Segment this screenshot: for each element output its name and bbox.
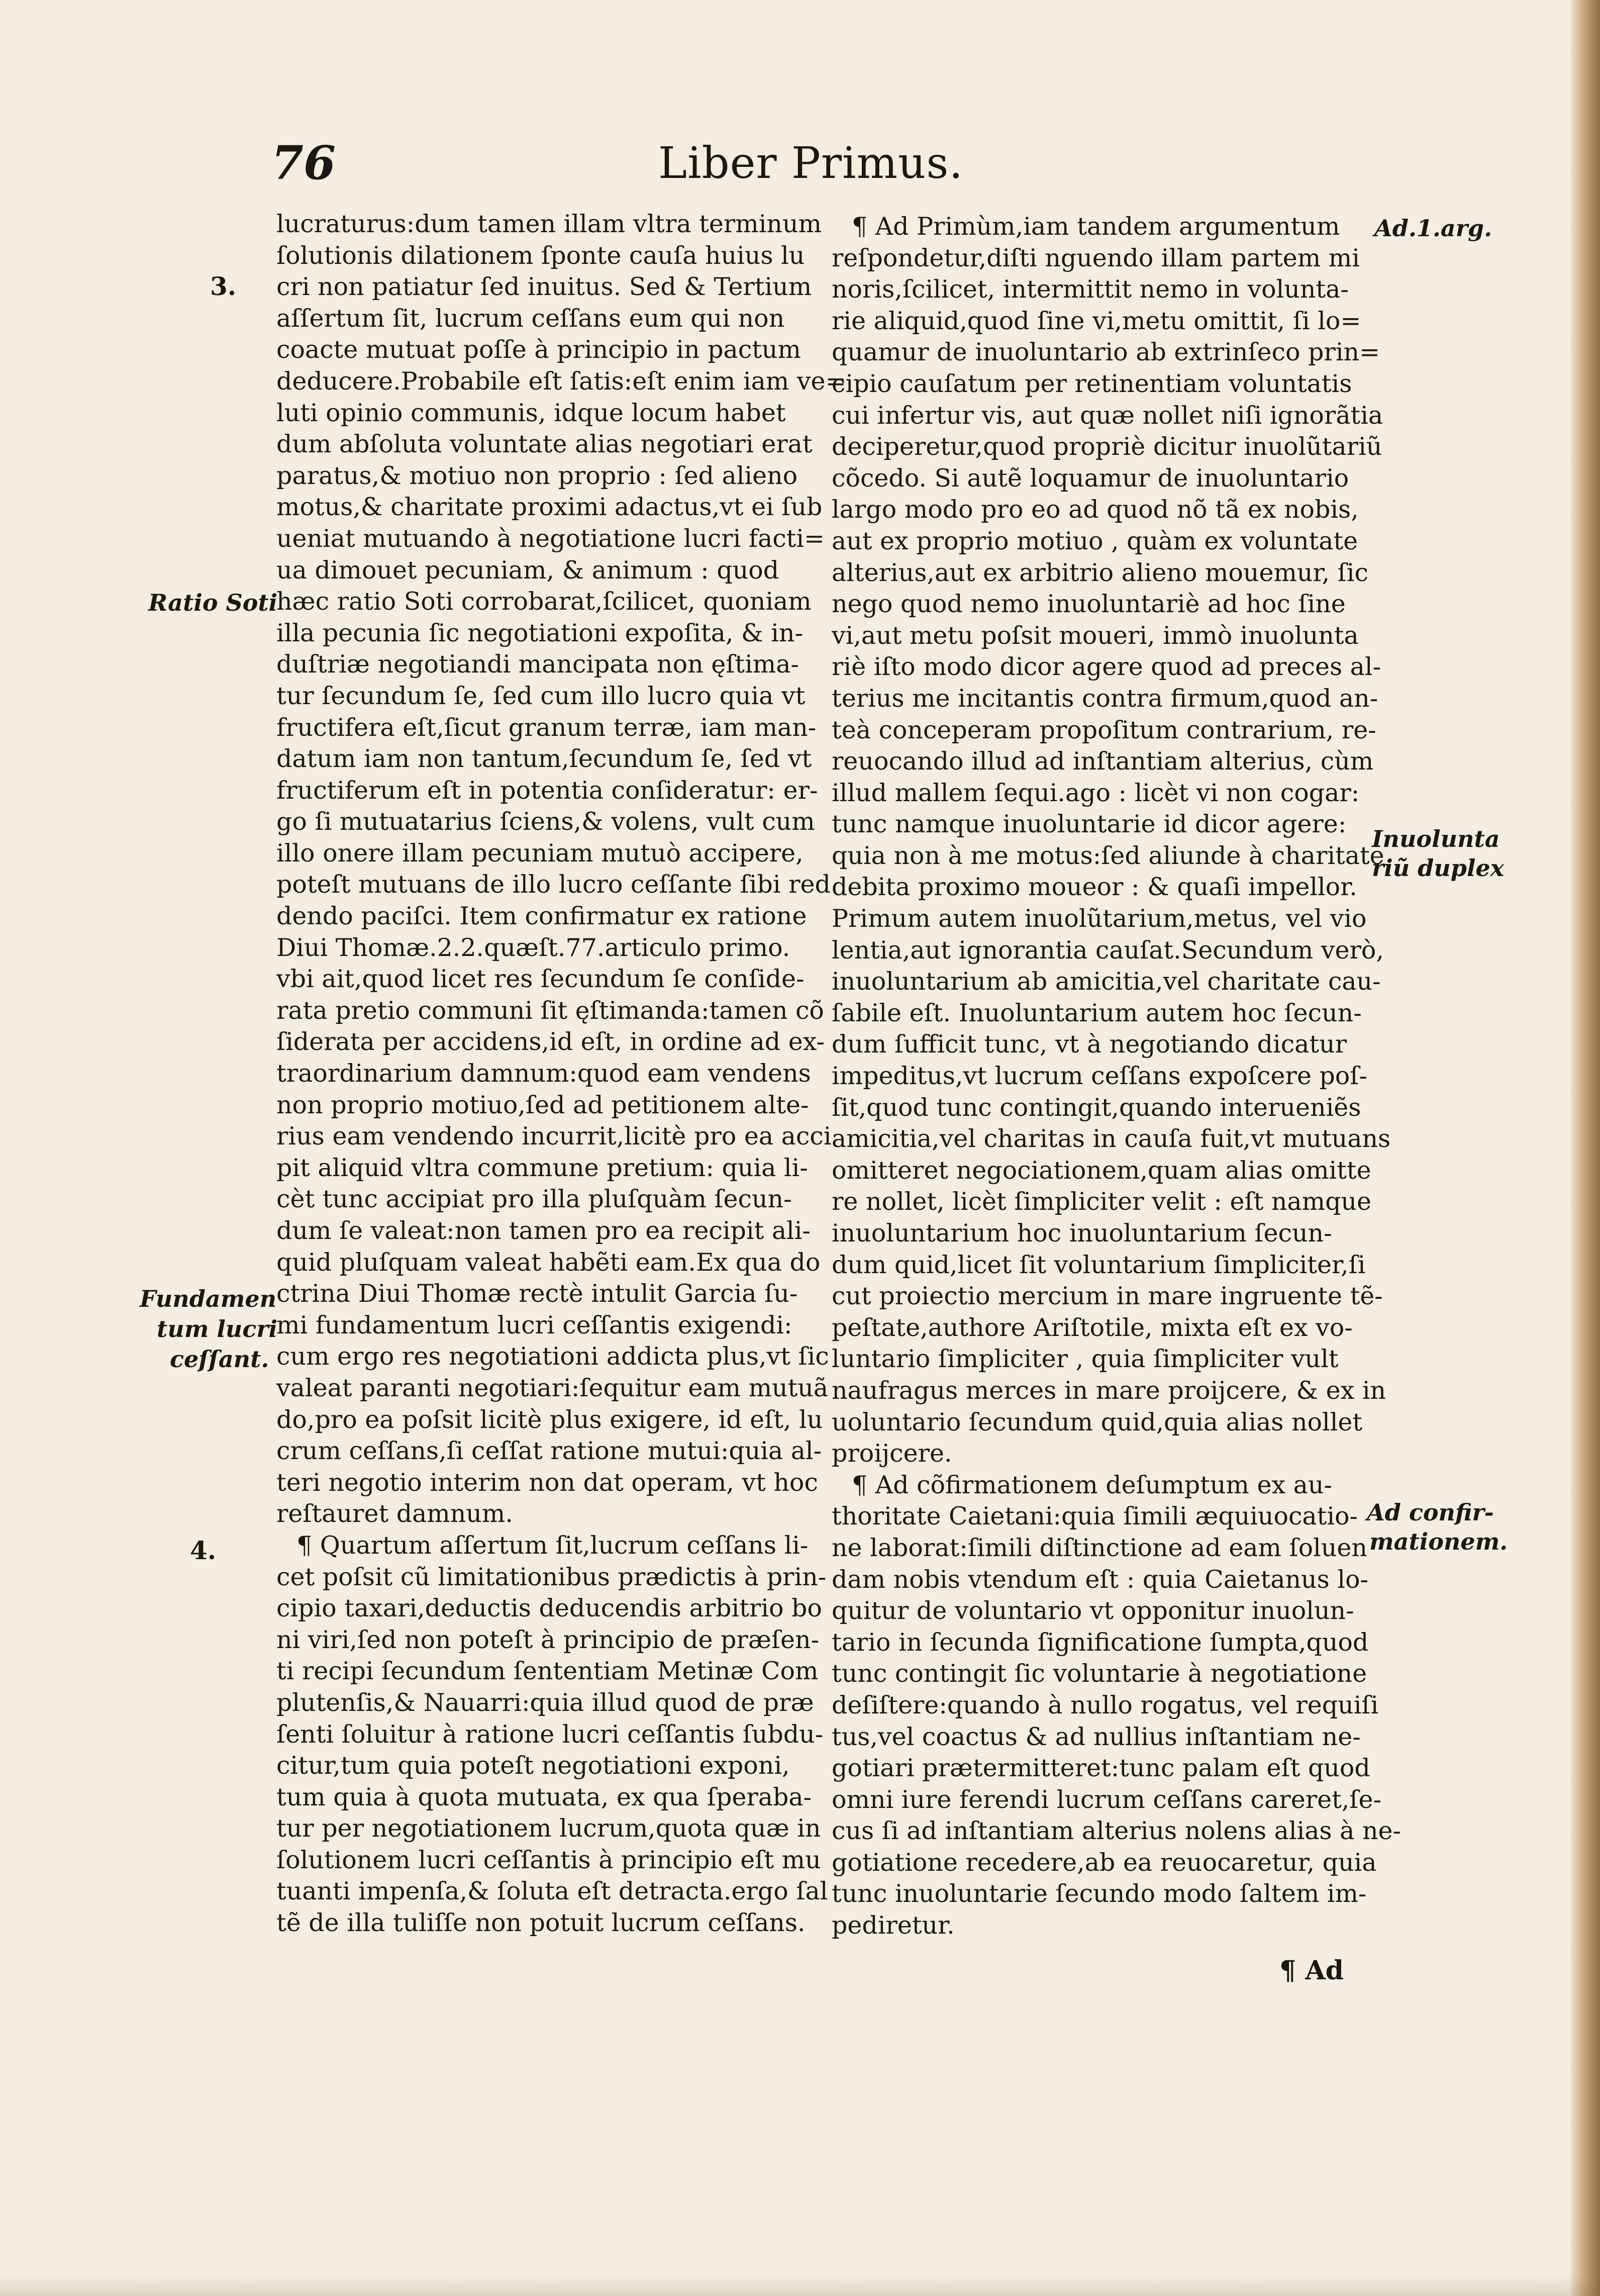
text-line: go ſi mutuatarius ſciens,& volens, vult cum [276,807,815,836]
text-line: dum abſoluta voluntate alias negotiari erat [276,430,813,459]
text-line: gotiari prætermitteret:tunc palam eſt quod [832,1754,1370,1783]
text-line: tum quia à quota mutuata, ex qua ſperaba- [276,1782,812,1811]
text-line: ¶ Ad cõfirmationem deſumptum ex au- [852,1470,1332,1499]
text-line: rata pretio communi ſit ęſtimanda:tamen cõ [276,996,824,1025]
margin-note-ratio-soti: Ratio Soti [148,589,278,616]
margin-note-fundamentum-1: Fundamen [140,1285,277,1312]
text-line: cut proiectio mercium in mare ingruente tẽ- [832,1282,1383,1311]
text-line: rius eam vendendo incurrit,licitè pro ea acci [276,1122,832,1151]
text-line: paratus,& motiuo non proprio : ſed alieno [276,461,798,490]
text-line: noris,ſcilicet, intermittit nemo in volunta- [832,275,1349,304]
text-line: cui infertur vis, aut quæ nollet niſi ignorãtia [832,401,1383,430]
text-line: ¶ Ad Primùm,iam tandem argumentum [852,212,1340,241]
text-line: dendo paciſci. Item confirmatur ex ratione [276,902,807,931]
text-line: fructiferum eſt in potentia conſideratur: er- [276,776,818,805]
text-line: illa pecunia ſic negotiationi expoſita, & in- [276,618,804,647]
text-line: crum ceſſans,ſi ceſſat ratione mutui:quia al- [276,1437,822,1466]
margin-note-fundamentum-2: tum lucri [157,1315,278,1343]
text-line: cipio cauſatum per retinentiam voluntatis [832,369,1352,398]
text-line: ſiderata per accidens,id eſt, in ordine ad ex- [276,1027,825,1057]
text-line: deducere.Probabile eſt ſatis:eſt enim iam ve= [276,366,846,396]
margin-number-4: 4. [190,1536,217,1565]
margin-note-ad-1-arg: Ad.1.arg. [1374,215,1492,242]
running-title: Liber Primus. [658,138,963,188]
text-line: datum iam non tantum,ſecundum ſe, ſed vt [276,744,812,774]
text-line: ſolutionis dilationem ſponte cauſa huius lu [276,241,805,270]
text-line: reuocando illud ad inſtantiam alterius, cùm [832,747,1374,776]
text-line: cet poſsit cũ limitationibus prædictis à prin- [276,1562,827,1591]
text-line: quitur de voluntario vt opponitur inuolun- [832,1596,1354,1625]
text-line: quid pluſquam valeat habẽti eam.Ex qua do [276,1248,821,1277]
text-line: dam nobis vtendum eſt : quia Caietanus lo- [832,1565,1369,1594]
text-line: dum ſufficit tunc, vt à negotiando dicatur [832,1030,1347,1059]
text-line: ti recipi ſecundum ſententiam Metinæ Com [276,1657,819,1686]
text-line: omni iure ferendi lucrum ceſſans careret,ſe- [832,1785,1382,1814]
text-line: tur per negotiationem lucrum,quota quæ in [276,1814,821,1843]
text-line: mi fundamentum lucri ceſſantis exigendi: [276,1310,792,1340]
text-line: deciperetur,quod propriè dicitur inuolũtariũ [832,432,1382,461]
margin-note-inuoluntarium-2: riũ duplex [1372,854,1505,882]
text-line: cus ſi ad inſtantiam alterius nolens alias à ne- [832,1816,1402,1846]
text-line: ne laborat:ſimili diſtinctione ad eam ſoluen [832,1533,1367,1562]
text-line: valeat paranti negotiari:ſequitur eam mutuã [276,1373,829,1402]
text-line: vi,aut metu poſsit moueri, immò inuolunta [832,621,1359,650]
text-line: ſabile eſt. Inuoluntarium autem hoc ſecun- [832,998,1362,1027]
text-line: debita proximo moueor : & quaſi impellor. [832,873,1357,902]
text-line: luntario ſimpliciter , quia ſimpliciter vult [832,1345,1339,1374]
text-line: ctrina Diui Thomæ rectè intulit Garcia ſu- [276,1279,798,1308]
text-line: tur ſecundum ſe, ſed cum illo lucro quia vt [276,681,806,710]
text-line: duſtriæ negotiandi mancipata non ęſtima- [276,650,799,679]
text-line: do,pro ea poſsit licitè plus exigere, id eſt, lu [276,1405,823,1434]
text-line: impeditus,vt lucrum ceſſans expoſcere poſ- [832,1062,1367,1091]
page-edge-shadow [0,2276,1600,2296]
text-line: ſenti ſoluitur à ratione lucri ceſſantis ſubdu- [276,1719,824,1749]
text-line: aſſertum ſit, lucrum ceſſans eum qui non [276,304,785,333]
text-line: ua dimouet pecuniam, & animum : quod [276,555,779,585]
text-line: tuanti impenſa,& ſoluta eſt detracta.ergo ſal [276,1877,828,1906]
text-line: cipio taxari,deductis deducendis arbitrio bo [276,1594,822,1623]
text-line: quia non à me motus:ſed aliunde à charitate [832,841,1384,870]
text-line: tus,vel coactus & ad nullius inſtantiam ne- [832,1722,1361,1751]
margin-note-ad-confirm-1: Ad confir- [1367,1499,1494,1526]
text-line: hæc ratio Soti corrobarat,ſcilicet, quoniam [276,587,812,616]
gutter-shadow [1570,0,1600,2296]
text-line: reſtauret damnum. [276,1499,513,1528]
page-number: 76 [271,136,336,190]
text-line: aut ex proprio motiuo , quàm ex voluntate [832,526,1358,555]
text-line: cèt tunc accipiat pro illa pluſquàm ſecun- [276,1185,792,1214]
text-line: coacte mutuat poſſe à principio in pactum [276,335,801,364]
text-line: tunc contingit ſic voluntarie à negotiatione [832,1659,1367,1688]
text-line: terius me incitantis contra firmum,quod an- [832,684,1378,713]
text-line: teri negotio interim non dat operam, vt hoc [276,1468,818,1497]
text-line: ueniat mutuando à negotiatione lucri facti= [276,524,825,553]
text-line: gotiatione recedere,ab ea reuocaretur, quia [832,1848,1377,1877]
margin-note-inuoluntarium-1: Inuolunta [1372,825,1500,852]
text-line: dum ſe valeat:non tamen pro ea recipit ali- [276,1216,811,1245]
text-line: alterius,aut ex arbitrio alieno mouemur, ſic [832,558,1368,587]
text-line: fructifera eſt,ſicut granum terræ, iam man- [276,713,817,742]
text-line: illo onere illam pecuniam mutuò accipere, [276,838,804,868]
catchword: ¶ Ad [1279,1955,1344,1986]
text-line: uoluntario ſecundum quid,quia alias nollet [832,1407,1363,1437]
text-line: riè iſto modo dicor agere quod ad preces al- [832,652,1381,682]
text-line: lucraturus:dum tamen illam vltra terminum [276,210,822,238]
text-line: inuoluntarium hoc inuoluntarium ſecun- [832,1219,1332,1248]
text-line: ni viri,ſed non poteſt à principio de præſen- [276,1625,820,1654]
text-line: amicitia,vel charitas in cauſa fuit,vt mutuans [832,1124,1391,1154]
text-line: ¶ Quartum aſſertum ſit,lucrum ceſſans li- [296,1530,809,1560]
text-line: quamur de inuoluntario ab extrinſeco prin= [832,338,1380,367]
text-line: naufragus merces in mare proijcere, & ex in [832,1376,1386,1405]
text-line: inuoluntarium ab amicitia,vel charitate cau- [832,967,1381,996]
text-line: proijcere. [832,1439,952,1468]
margin-note-ad-confirm-2: mationem. [1369,1528,1508,1555]
text-line: tunc namque inuoluntarie id dicor agere: [832,810,1347,839]
text-line: rie aliquid,quod ſine vi,metu omittit, ſi lo= [832,306,1361,335]
text-line: Primum autem inuolũtarium,metus, vel vio [832,904,1367,933]
text-line: pit aliquid vltra commune pretium: quia li- [276,1153,808,1182]
text-line: tario in ſecunda ſignificatione ſumpta,quod [832,1628,1369,1657]
text-line: cri non patiatur ſed inuitus. Sed & Tertium [276,272,812,302]
text-line: re nollet, licèt ſimpliciter velit : eſt namque [832,1187,1372,1216]
text-line: pediretur. [832,1911,955,1940]
text-line: lentia,aut ignorantia cauſat.Secundum verò, [832,935,1384,965]
text-line: illud mallem ſequi.ago : licèt vi non cogar: [832,778,1360,807]
text-line: Diui Thomæ.2.2.quæſt.77.articulo primo. [276,933,790,962]
text-line: omitteret negociationem,quam alias omitte [832,1156,1371,1185]
text-line: motus,& charitate proximi adactus,vt ei ſub [276,493,823,522]
margin-note-fundamentum-3: ceſſant. [170,1346,269,1373]
text-line: cum ergo res negotiationi addicta plus,vt ſic [276,1342,829,1371]
text-line: deſiſtere:quando à nullo rogatus, vel requiſi [832,1690,1379,1719]
margin-number-3: 3. [210,271,237,301]
text-line: dum quid,licet ſit voluntarium ſimpliciter,ſi [832,1250,1366,1279]
left-text-column [276,209,846,1939]
text-line: ſit,quod tunc contingit,quando interueniẽs [832,1093,1361,1122]
text-line: traordinarium damnum:quod eam vendens [276,1059,811,1088]
text-line: tunc inuoluntarie ſecundo modo ſaltem im- [832,1879,1367,1908]
right-text-column [832,211,1402,1942]
text-line: reſpondetur,diſti nguendo illam partem mi [832,243,1360,272]
text-line: peſtate,authore Ariſtotile, mixta eſt ex vo- [832,1313,1353,1342]
text-line: citur,tum quia poteſt negotiationi exponi, [276,1751,790,1780]
text-line: non proprio motiuo,ſed ad petitionem alte- [276,1090,809,1119]
text-line: teà conceperam propoſitum contrarium, re- [832,715,1376,744]
text-line: nego quod nemo inuoluntariè ad hoc ſine [832,590,1346,619]
text-line: largo modo pro eo ad quod nõ tã ex nobis, [832,495,1359,524]
text-line: ſolutionem lucri ceſſantis à principio eſt mu [276,1845,821,1874]
text-line: luti opinio communis, idque locum habet [276,398,786,427]
text-line: plutenſis,& Nauarri:quia illud quod de præ [276,1688,814,1717]
text-line: thoritate Caietani:quia ſimili æquiuocatio- [832,1502,1358,1531]
text-line: poteſt mutuans de illo lucro ceſſante ſibi red [276,870,831,899]
text-line: tẽ de illa tuliſſe non potuit lucrum ceſſans. [276,1908,806,1938]
text-line: cõcedo. Si autẽ loquamur de inuoluntario [832,463,1349,493]
text-line: vbi ait,quod licet res ſecundum ſe conſide- [276,965,805,994]
